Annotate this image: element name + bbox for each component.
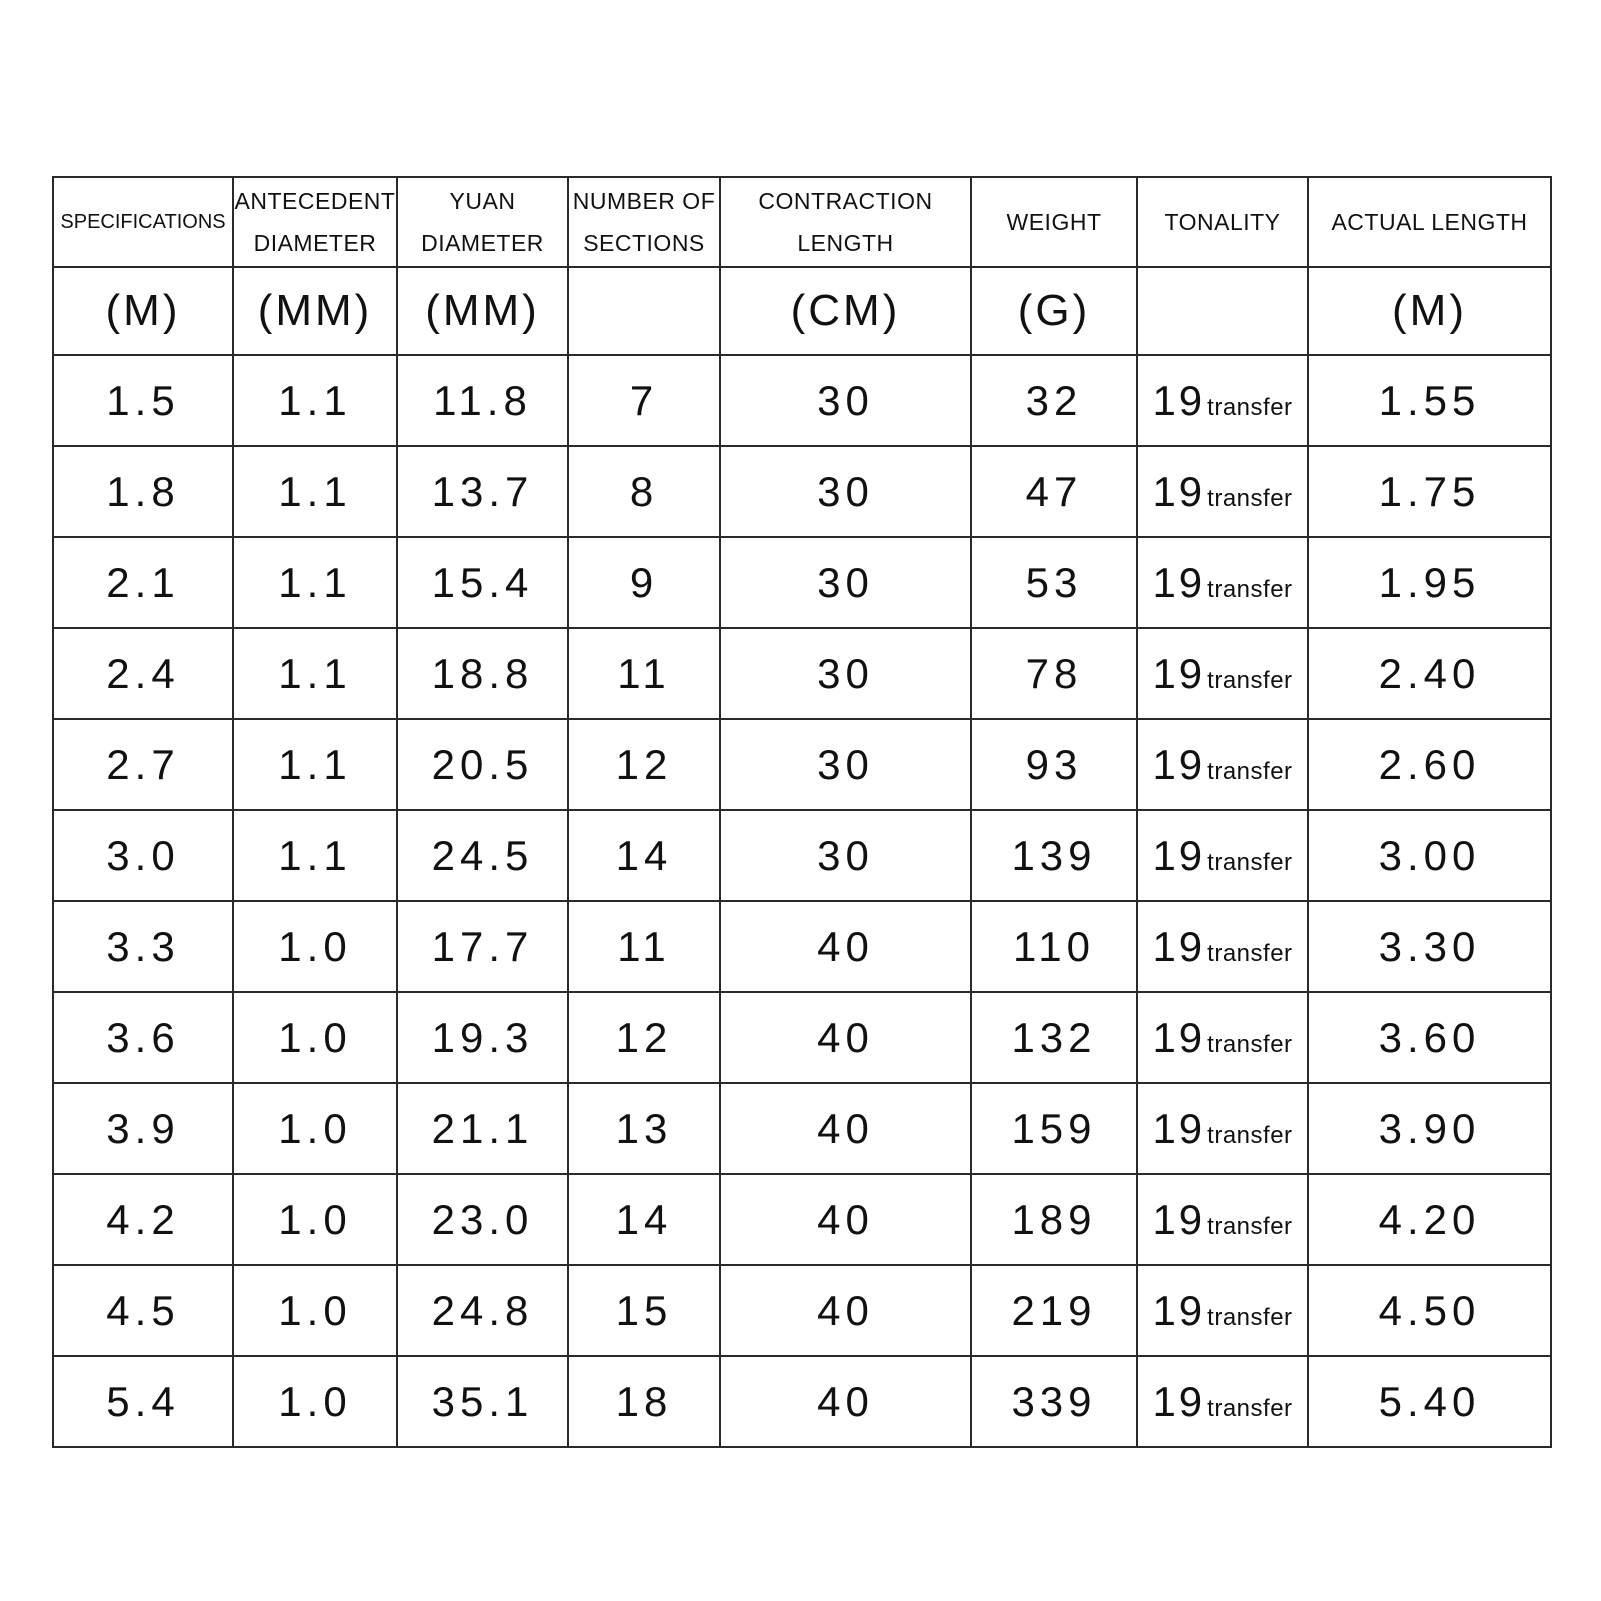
weight-cell: 159 [971,1083,1137,1174]
sections-cell: 12 [568,719,720,810]
tonality-number: 19 [1152,1013,1206,1061]
table-row [53,810,1551,901]
table-row [53,1174,1551,1265]
contraction-cell: 30 [720,355,971,446]
antecedent-cell: 1.1 [233,810,397,901]
actual-cell: 5.40 [1308,1356,1551,1447]
tonality-word: transfer [1207,393,1293,421]
contraction-cell: 40 [720,1174,971,1265]
header-cell [233,177,397,267]
header-cell [971,177,1137,267]
yuan-cell: 13.7 [397,446,568,537]
antecedent-cell: 1.0 [233,1356,397,1447]
spec-cell: 3.6 [53,992,233,1083]
sections-cell: 14 [568,1174,720,1265]
tonality-cell [1137,719,1308,810]
header-cell [1308,177,1551,267]
tonality-cell [1137,446,1308,537]
yuan-cell: 15.4 [397,537,568,628]
contraction-cell: 30 [720,537,971,628]
tonality-cell [1137,1174,1308,1265]
contraction-cell: 40 [720,1083,971,1174]
table-row [53,719,1551,810]
tonality-word: transfer [1207,1212,1293,1240]
sections-cell: 12 [568,992,720,1083]
table-row [53,1265,1551,1356]
tonality-cell [1137,1083,1308,1174]
tonality-number: 19 [1152,1377,1206,1425]
tonality-number: 19 [1152,922,1206,970]
weight-cell: 93 [971,719,1137,810]
header-line: ACTUAL LENGTH [1331,209,1528,235]
actual-cell: 4.50 [1308,1265,1551,1356]
actual-cell: 1.75 [1308,446,1551,537]
weight-cell: 110 [971,901,1137,992]
tonality-cell [1137,810,1308,901]
sections-cell: 15 [568,1265,720,1356]
table-row [53,992,1551,1083]
weight-cell: 47 [971,446,1137,537]
table-row [53,901,1551,992]
table-row [53,446,1551,537]
header-line: ANTECEDENT [234,188,396,214]
tonality-word: transfer [1207,939,1293,967]
unit-cell [568,267,720,355]
spec-cell: 1.5 [53,355,233,446]
tonality-number: 19 [1152,1286,1206,1334]
header-line: TONALITY [1164,209,1281,235]
weight-cell: 78 [971,628,1137,719]
spec-cell: 1.8 [53,446,233,537]
sections-cell: 11 [568,628,720,719]
tonality-cell [1137,355,1308,446]
tonality-number: 19 [1152,649,1206,697]
sections-cell: 7 [568,355,720,446]
actual-cell: 3.90 [1308,1083,1551,1174]
antecedent-cell: 1.0 [233,901,397,992]
spec-cell: 4.5 [53,1265,233,1356]
tonality-number: 19 [1152,831,1206,879]
antecedent-cell: 1.1 [233,537,397,628]
yuan-cell: 18.8 [397,628,568,719]
unit-cell: (M) [53,267,233,355]
weight-cell: 189 [971,1174,1137,1265]
weight-cell: 339 [971,1356,1137,1447]
contraction-cell: 40 [720,1356,971,1447]
spec-cell: 3.0 [53,810,233,901]
contraction-cell: 30 [720,810,971,901]
tonality-number: 19 [1152,467,1206,515]
unit-cell: (CM) [720,267,971,355]
weight-cell: 219 [971,1265,1137,1356]
tonality-cell [1137,1265,1308,1356]
spec-cell: 2.4 [53,628,233,719]
tonality-word: transfer [1207,1121,1293,1149]
yuan-cell: 24.5 [397,810,568,901]
unit-cell: (G) [971,267,1137,355]
yuan-cell: 23.0 [397,1174,568,1265]
unit-cell: (M) [1308,267,1551,355]
spec-cell: 3.9 [53,1083,233,1174]
spec-table [52,176,1552,1448]
tonality-word: transfer [1207,848,1293,876]
header-row [53,177,1551,267]
spec-cell: 2.7 [53,719,233,810]
contraction-cell: 30 [720,628,971,719]
unit-cell: (MM) [397,267,568,355]
header-line: DIAMETER [253,230,377,256]
antecedent-cell: 1.1 [233,355,397,446]
table-row [53,1356,1551,1447]
table-row [53,628,1551,719]
yuan-cell: 11.8 [397,355,568,446]
header-line: CONTRACTION [758,188,933,214]
tonality-number: 19 [1152,376,1206,424]
antecedent-cell: 1.1 [233,719,397,810]
tonality-cell [1137,1356,1308,1447]
sections-cell: 11 [568,901,720,992]
actual-cell: 3.60 [1308,992,1551,1083]
unit-cell: (MM) [233,267,397,355]
tonality-word: transfer [1207,575,1293,603]
sections-cell: 18 [568,1356,720,1447]
antecedent-cell: 1.0 [233,1083,397,1174]
tonality-number: 19 [1152,558,1206,606]
tonality-number: 19 [1152,740,1206,788]
actual-cell: 3.30 [1308,901,1551,992]
actual-cell: 1.55 [1308,355,1551,446]
contraction-cell: 40 [720,1265,971,1356]
header-cell [397,177,568,267]
weight-cell: 53 [971,537,1137,628]
table-row [53,355,1551,446]
yuan-cell: 21.1 [397,1083,568,1174]
antecedent-cell: 1.1 [233,628,397,719]
sections-cell: 14 [568,810,720,901]
spec-cell: 2.1 [53,537,233,628]
actual-cell: 2.40 [1308,628,1551,719]
weight-cell: 132 [971,992,1137,1083]
yuan-cell: 24.8 [397,1265,568,1356]
header-line: SECTIONS [583,230,705,256]
sections-cell: 8 [568,446,720,537]
sections-cell: 13 [568,1083,720,1174]
yuan-cell: 35.1 [397,1356,568,1447]
contraction-cell: 30 [720,719,971,810]
yuan-cell: 20.5 [397,719,568,810]
contraction-cell: 40 [720,992,971,1083]
contraction-cell: 30 [720,446,971,537]
tonality-word: transfer [1207,1303,1293,1331]
antecedent-cell: 1.0 [233,1265,397,1356]
weight-cell: 32 [971,355,1137,446]
tonality-word: transfer [1207,1394,1293,1422]
antecedent-cell: 1.0 [233,1174,397,1265]
header-line: YUAN [449,188,516,214]
yuan-cell: 19.3 [397,992,568,1083]
header-line: LENGTH [797,230,894,256]
tonality-cell [1137,901,1308,992]
actual-cell: 2.60 [1308,719,1551,810]
yuan-cell: 17.7 [397,901,568,992]
spec-cell: 4.2 [53,1174,233,1265]
table-row [53,1083,1551,1174]
tonality-number: 19 [1152,1104,1206,1152]
header-cell [720,177,971,267]
actual-cell: 1.95 [1308,537,1551,628]
header-line: NUMBER OF [572,188,716,214]
header-cell [53,177,233,267]
header-line: SPECIFICATIONS [60,211,226,233]
actual-cell: 3.00 [1308,810,1551,901]
spec-cell: 3.3 [53,901,233,992]
unit-cell [1137,267,1308,355]
antecedent-cell: 1.0 [233,992,397,1083]
table-row [53,537,1551,628]
tonality-word: transfer [1207,484,1293,512]
tonality-cell [1137,992,1308,1083]
header-line: DIAMETER [421,230,544,256]
header-cell [1137,177,1308,267]
spec-cell: 5.4 [53,1356,233,1447]
unit-row [53,267,1551,355]
tonality-number: 19 [1152,1195,1206,1243]
weight-cell: 139 [971,810,1137,901]
tonality-word: transfer [1207,757,1293,785]
tonality-cell [1137,537,1308,628]
tonality-word: transfer [1207,1030,1293,1058]
antecedent-cell: 1.1 [233,446,397,537]
header-cell [568,177,720,267]
actual-cell: 4.20 [1308,1174,1551,1265]
tonality-cell [1137,628,1308,719]
tonality-word: transfer [1207,666,1293,694]
contraction-cell: 40 [720,901,971,992]
sections-cell: 9 [568,537,720,628]
header-line: WEIGHT [1006,209,1102,235]
